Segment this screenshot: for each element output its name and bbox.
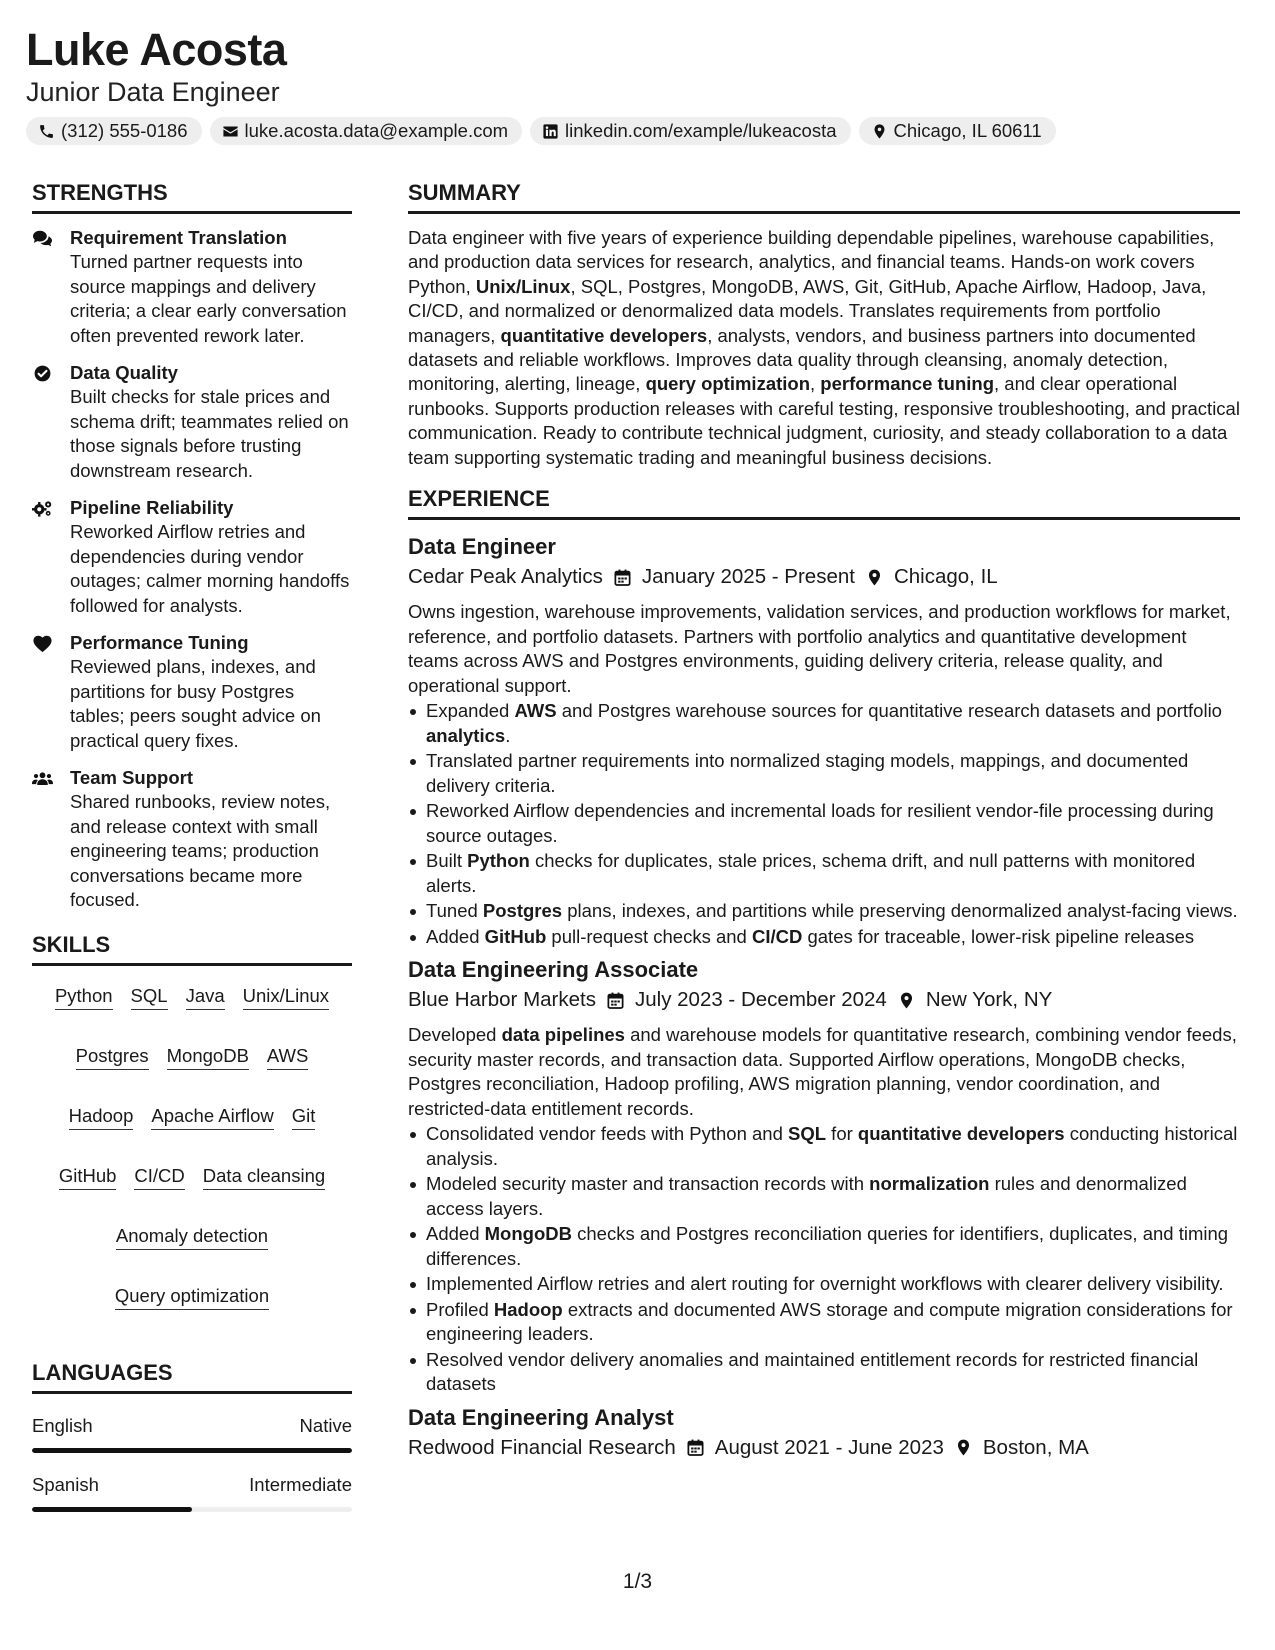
strength-item: [32, 766, 352, 913]
linkedin-icon: [542, 123, 559, 140]
language-item: [32, 1473, 352, 1512]
skills-heading: SKILLS: [32, 930, 352, 966]
map-pin-icon: [897, 991, 916, 1010]
job-dates: January 2025 - Present: [641, 565, 855, 589]
text-segment: Tuned: [426, 900, 483, 922]
sidebar: [32, 178, 352, 1512]
bold-text: query optimization: [645, 373, 811, 395]
bold-text: Hadoop: [493, 1298, 563, 1320]
language-bar-fill: [32, 1507, 192, 1512]
job-entry: [408, 532, 1240, 949]
strength-item: [32, 226, 352, 348]
job-entry: [408, 955, 1240, 1397]
page-number: 1/3: [622, 1570, 653, 1593]
job-bullets: [408, 699, 1240, 949]
map-pin-icon: [954, 1438, 973, 1457]
languages-heading: LANGUAGES: [32, 1358, 352, 1394]
text-segment: rules and denormalized access layers.: [426, 1173, 1187, 1219]
text-segment: gates for traceable, lower-risk pipeline releases: [802, 925, 1195, 947]
skill-tag: CI/CD: [134, 1164, 184, 1190]
text-segment: for: [826, 1123, 858, 1145]
check-circle-icon: [32, 364, 53, 383]
text-segment: Reworked Airflow dependencies and incremental loads for resilient vendor-file processing during source outages.: [426, 800, 1214, 846]
strength-desc: Turned partner requests into source mappings and delivery criteria; a clear early conversation often prevented rework later.: [70, 251, 347, 346]
text-segment: Expanded: [426, 700, 515, 722]
text-segment: Built: [426, 850, 468, 872]
job-meta: [408, 985, 1240, 1015]
comments-icon: [32, 229, 53, 248]
job-company: Blue Harbor Markets: [408, 988, 596, 1012]
job-bullet: [408, 1298, 1240, 1347]
job-bullet: [408, 925, 1240, 950]
language-item: [32, 1414, 352, 1453]
strength-desc: Built checks for stale prices and schema drift; teammates relied on those signals before trusting downstream research.: [70, 386, 349, 481]
job-description: Owns ingestion, warehouse improvements, validation services, and production workflows for market, reference, and portfolio datasets. Partners with portfolio analytics and quantitative development teams across AWS and Postgres environments, guiding delivery criteria, release quality, and operational support.: [408, 601, 1231, 696]
job-title: Data Engineer: [408, 534, 556, 560]
strength-item: [32, 631, 352, 753]
bold-text: GitHub: [484, 925, 547, 947]
text-segment: Resolved vendor delivery anomalies and maintained entitlement records for restricted financial datasets: [426, 1348, 1199, 1395]
text-segment: , SQL, Postgres, MongoDB, AWS, Git, GitHub, Apache Airflow, Hadoop, Java, CI/CD, and normalized or denormalized data models. Translates requirements from portfolio managers,: [408, 275, 1207, 346]
job-bullet: [408, 1348, 1240, 1397]
job-meta: [408, 562, 1240, 592]
skills-list: [32, 978, 352, 1310]
email-chip[interactable]: [210, 117, 523, 145]
text-segment: Profiled: [426, 1298, 494, 1320]
bold-text: Python: [467, 850, 530, 872]
bold-text: MongoDB: [484, 1223, 572, 1245]
skill-tag: GitHub: [59, 1164, 117, 1190]
strength-item: [32, 496, 352, 618]
strength-title: Performance Tuning: [70, 632, 249, 653]
location-chip[interactable]: [859, 117, 1056, 145]
text-segment: Modeled security master and transaction records with: [426, 1173, 870, 1195]
text-segment: , analysts, vendors, and business partners into documented datasets and reliable workflows. Improves data quality through cleansing, anomaly detection, monitoring, alerting, lineage,: [408, 324, 1196, 395]
text-segment: extracts and documented AWS storage and compute migration considerations for engineering leaders.: [426, 1298, 1233, 1345]
text-segment: Implemented Airflow retries and alert routing for overnight workflows with clearer delivery visibility.: [426, 1273, 1224, 1295]
skill-tag: Postgres: [76, 1044, 149, 1070]
main-column: [408, 178, 1240, 1471]
linkedin-chip[interactable]: [530, 117, 850, 145]
linkedin-text: linkedin.com/example/lukeacosta: [565, 120, 837, 141]
job-bullets: [408, 1122, 1240, 1397]
skill-tag: Anomaly detection: [116, 1224, 268, 1250]
skill-tag: Java: [186, 984, 225, 1010]
strength-desc: Shared runbooks, review notes, and release context with small engineering teams; production conversations became more focused.: [70, 791, 331, 910]
experience-heading: EXPERIENCE: [408, 484, 1240, 520]
bold-text: Unix/Linux: [475, 275, 571, 297]
skill-tag: Apache Airflow: [151, 1104, 273, 1130]
job-company: Redwood Financial Research: [408, 1435, 676, 1459]
language-level: Native: [299, 1414, 352, 1436]
language-name: English: [32, 1414, 93, 1436]
skill-tag: Hadoop: [69, 1104, 134, 1130]
bold-text: data pipelines: [501, 1024, 625, 1046]
map-pin-icon: [865, 568, 884, 587]
email-text: luke.acosta.data@example.com: [244, 120, 509, 141]
users-icon: [32, 769, 53, 788]
language-bar: [32, 1507, 352, 1512]
strength-title: Data Quality: [70, 362, 178, 383]
job-bullet: [408, 799, 1240, 848]
text-segment: .: [505, 724, 511, 746]
calendar-icon: [686, 1438, 705, 1457]
gears-icon: [32, 499, 53, 518]
bold-text: CI/CD: [751, 925, 803, 947]
summary-heading: SUMMARY: [408, 178, 1240, 214]
job-meta: [408, 1433, 1240, 1463]
job-bullet: [408, 899, 1240, 924]
text-segment: Consolidated vendor feeds with Python and: [426, 1123, 789, 1145]
job-bullet: [408, 699, 1240, 748]
strength-title: Team Support: [70, 767, 193, 788]
language-bar: [32, 1448, 352, 1453]
skill-tag: Python: [55, 984, 113, 1010]
job-bullet: [408, 749, 1240, 798]
text-segment: checks and Postgres reconciliation queries for identifiers, duplicates, and timing differences.: [426, 1223, 1229, 1269]
bold-text: SQL: [788, 1123, 827, 1145]
resume-header: [26, 24, 1256, 145]
language-name: Spanish: [32, 1473, 99, 1495]
job-location: New York, NY: [925, 988, 1053, 1012]
text-segment: Developed: [408, 1024, 502, 1046]
calendar-icon: [613, 568, 632, 587]
skill-tag: AWS: [267, 1044, 308, 1070]
job-description: [408, 1023, 1240, 1121]
job-dates: August 2021 - June 2023: [714, 1435, 944, 1459]
job-company: Cedar Peak Analytics: [408, 565, 603, 589]
text-segment: Data engineer with five years of experience building dependable pipelines, warehouse capabilities, and production data services for research, analytics, and financial teams. Hands-on work covers Python,: [408, 227, 1215, 297]
job-dates: July 2023 - December 2024: [634, 988, 887, 1012]
strength-desc: Reviewed plans, indexes, and partitions for busy Postgres tables; peers sought advice on practical query fixes.: [70, 656, 321, 751]
strength-title: Requirement Translation: [70, 227, 287, 248]
job-bullet: [408, 1122, 1240, 1171]
calendar-icon: [606, 991, 625, 1010]
map-pin-icon: [871, 123, 888, 140]
text-segment: Translated partner requirements into normalized staging models, mappings, and documented delivery criteria.: [426, 750, 1189, 796]
strength-item: [32, 361, 352, 483]
bold-text: quantitative developers: [500, 324, 708, 346]
strength-desc: Reworked Airflow retries and dependencies during vendor outages; calmer morning handoffs followed for analysts.: [70, 521, 350, 616]
strengths-heading: STRENGTHS: [32, 178, 352, 214]
job-bullet: [408, 1222, 1240, 1271]
bold-text: normalization: [869, 1173, 990, 1195]
text-segment: conducting historical analysis.: [426, 1123, 1238, 1169]
job-title: Data Engineering Associate: [408, 957, 699, 983]
text-segment: and warehouse models for quantitative research, combining vendor feeds, security master records, and transaction data. Supported Airflow operations, MongoDB checks, Postgres reconciliation, Hadoop profiling, AWS migration planning, vendor coordination, and restricted-data entitlement records.: [408, 1024, 1237, 1119]
location-text: Chicago, IL 60611: [893, 120, 1042, 141]
summary-text: [408, 226, 1240, 470]
text-segment: Added: [426, 1223, 485, 1245]
envelope-icon: [222, 123, 239, 140]
contact-bar: [26, 117, 1256, 145]
bold-text: Postgres: [482, 900, 563, 922]
job-bullet: [408, 1272, 1240, 1297]
skill-tag: Data cleansing: [203, 1164, 325, 1190]
skill-tag: Unix/Linux: [243, 984, 329, 1010]
job-title: Data Engineering Analyst: [408, 1404, 674, 1430]
strength-title: Pipeline Reliability: [70, 497, 234, 518]
text-segment: plans, indexes, and partitions while preserving denormalized analyst-facing views.: [562, 900, 1238, 922]
skill-tag: SQL: [131, 984, 168, 1010]
bold-text: analytics: [426, 724, 506, 746]
skill-tag: Query optimization: [115, 1284, 269, 1310]
bold-text: quantitative developers: [857, 1123, 1065, 1145]
text-segment: Added: [426, 925, 485, 947]
text-segment: ,: [810, 373, 821, 395]
text-segment: and Postgres warehouse sources for quantitative research datasets and portfolio: [556, 700, 1222, 722]
job-location: Boston, MA: [982, 1435, 1089, 1459]
phone-icon: [38, 123, 55, 140]
bold-text: AWS: [514, 700, 557, 722]
text-segment: checks for duplicates, stale prices, schema drift, and null patterns with monitored alerts.: [426, 850, 1196, 896]
job-location: Chicago, IL: [893, 565, 998, 589]
language-level: Intermediate: [249, 1473, 352, 1495]
languages-list: [32, 1414, 352, 1512]
candidate-name: Luke Acosta: [26, 24, 287, 75]
bold-text: performance tuning: [820, 373, 995, 395]
job-entry: [408, 1403, 1240, 1463]
language-bar-fill: [32, 1448, 352, 1453]
text-segment: , and clear operational runbooks. Supports production releases with careful testing, responsive troubleshooting, and practical communication. Ready to contribute technical judgment, curiosity, and steady collaboration to a data team supporting systematic trading and meaningful business decisions.: [408, 373, 1240, 468]
job-bullet: [408, 1172, 1240, 1221]
phone-text: (312) 555-0186: [61, 120, 188, 141]
phone-chip[interactable]: [26, 117, 202, 145]
heart-icon: [32, 634, 53, 653]
text-segment: pull-request checks and: [546, 925, 752, 947]
job-bullet: [408, 849, 1240, 898]
skill-tag: Git: [292, 1104, 316, 1130]
candidate-title: Junior Data Engineer: [26, 77, 280, 107]
skill-tag: MongoDB: [167, 1044, 249, 1070]
